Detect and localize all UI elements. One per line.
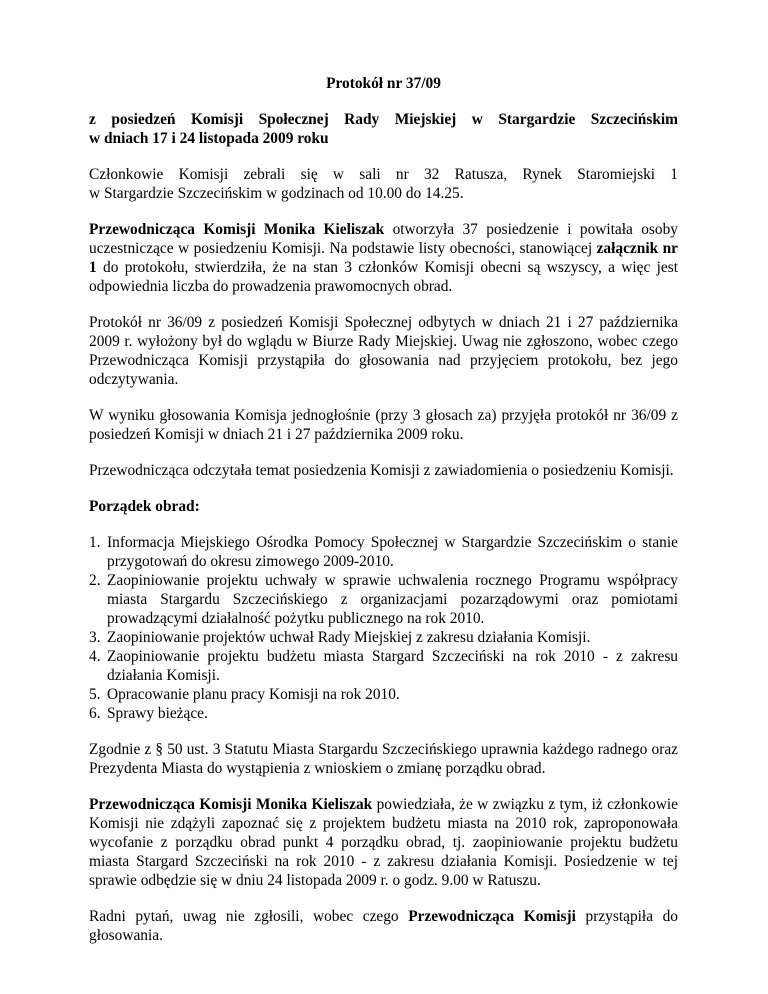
agenda-item (89, 533, 678, 571)
agenda-item-text: Sprawy bieżące. (107, 705, 208, 722)
agenda-item-text: Zaopiniowanie projektów uchwał Rady Miejskiej z zakresu działania Komisji. (107, 629, 591, 646)
agenda-item-text: Zaopiniowanie projektu uchwały w sprawie uchwalenia rocznego Programu współpracy miasta Stargardu Szczecińskiego z organizacjami pozarządowymi oraz pomiotami prowadzącymi działalność pożytku publicznego na rok 2010. (107, 572, 678, 627)
document-subtitle (89, 110, 678, 148)
subtitle-line-1: z posiedzeń Komisji Społecznej Rady Miejskiej w Stargardzie Szczecińskim (89, 111, 678, 128)
chair-title: Przewodnicząca Komisji (408, 908, 576, 925)
agenda-item-text: Zaopiniowanie projektu budżetu miasta Stargard Szczeciński na rok 2010 - z zakresu działania Komisji. (107, 648, 678, 684)
paragraph-attendance (89, 165, 678, 203)
agenda-item-number: 1. (89, 534, 101, 551)
document-page (89, 74, 678, 962)
paragraph-no-questions (89, 907, 678, 945)
opening-text-2: do protokołu, stwierdziła, że na stan 3 członków Komisji obecni są wszyscy, a więc jest odpowiednia liczba do prowadzenia prawomocnych obrad. (89, 259, 678, 295)
withdrawal-text: powiedziała, że w związku z tym, iż członkowie Komisji nie zdążyli zapoznać się z projektem budżetu miasta na 2010 rok, zaproponowała wycofanie z porządku obrad punkt 4 porządku obrad, tj. zaopiniowanie projektu budżetu miasta Stargard Szczeciński na rok 2010 - z zakresu działania Komisji. Posiedzenie w tej sprawie odbędzie się w dniu 24 listopada 2009 r. o godz. 9.00 w Ratuszu. (89, 796, 679, 889)
document-title: Protokół nr 37/09 (326, 75, 441, 92)
agenda-item (89, 628, 678, 647)
attendance-line-1: Członkowie Komisji zebrali się w sali nr 32 Ratusza, Rynek Staromiejski 1 (89, 166, 678, 183)
no-questions-text-2: przystąpiła do głosowania. (89, 908, 678, 944)
agenda-item (89, 647, 678, 685)
agenda-item-number: 4. (89, 648, 101, 665)
paragraph-previous-protocol: Protokół nr 36/09 z posiedzeń Komisji Społecznej odbytych w dniach 21 i 27 października 2009 r. wyłożony był do wglądu w Biurze Rady Miejskiej. Uwag nie zgłoszono, wobec czego Przewodnicząca Komisji przystąpiła do głosowania nad przyjęciem protokołu, bez jego odczytywania. (89, 314, 678, 388)
paragraph-withdrawal (89, 795, 678, 890)
chair-name: Przewodnicząca Komisji Monika Kieliszak (89, 221, 385, 238)
paragraph-statute: Zgodnie z § 50 ust. 3 Statutu Miasta Stargardu Szczecińskiego uprawnia każdego radnego oraz Prezydenta Miasta do wystąpienia z wnioskiem o zmianę porządku obrad. (89, 741, 678, 777)
opening-text-1: otworzyła 37 posiedzenie i powitała osoby uczestniczące w posiedzeniu Komisji. Na podstawie listy obecności, stanowiącej (89, 221, 678, 257)
agenda-item-number: 2. (89, 572, 101, 589)
agenda-item-text: Informacja Miejskiego Ośrodka Pomocy Społecznej w Stargardzie Szczecińskim o stanie przygotowań do okresu zimowego 2009-2010. (107, 534, 678, 570)
attendance-line-2: w Stargardzie Szczecińskim w godzinach od 10.00 do 14.25. (89, 185, 464, 202)
attachment-ref: załącznik nr 1 (89, 240, 678, 276)
no-questions-text-1: Radni pytań, uwag nie zgłosili, wobec czego (89, 908, 409, 925)
agenda-item (89, 704, 678, 723)
agenda-item (89, 571, 678, 628)
agenda-item-number: 5. (89, 686, 101, 703)
chair-name: Przewodnicząca Komisji Monika Kieliszak (89, 796, 373, 813)
agenda-item-number: 3. (89, 629, 101, 646)
subtitle-line-2: w dniach 17 i 24 listopada 2009 roku (89, 130, 329, 147)
agenda-list (89, 533, 678, 723)
agenda-item-text: Opracowanie planu pracy Komisji na rok 2010. (107, 686, 400, 703)
paragraph-opening (89, 220, 678, 296)
paragraph-topic: Przewodnicząca odczytała temat posiedzenia Komisji z zawiadomienia o posiedzeniu Komisji. (89, 462, 674, 479)
agenda-heading: Porządek obrad: (89, 498, 200, 515)
agenda-item-number: 6. (89, 705, 101, 722)
paragraph-vote-result: W wyniku głosowania Komisja jednogłośnie (przy 3 głosach za) przyjęła protokół nr 36/09 z posiedzeń Komisji w dniach 21 i 27 października 2009 roku. (89, 407, 678, 443)
agenda-item (89, 685, 678, 704)
